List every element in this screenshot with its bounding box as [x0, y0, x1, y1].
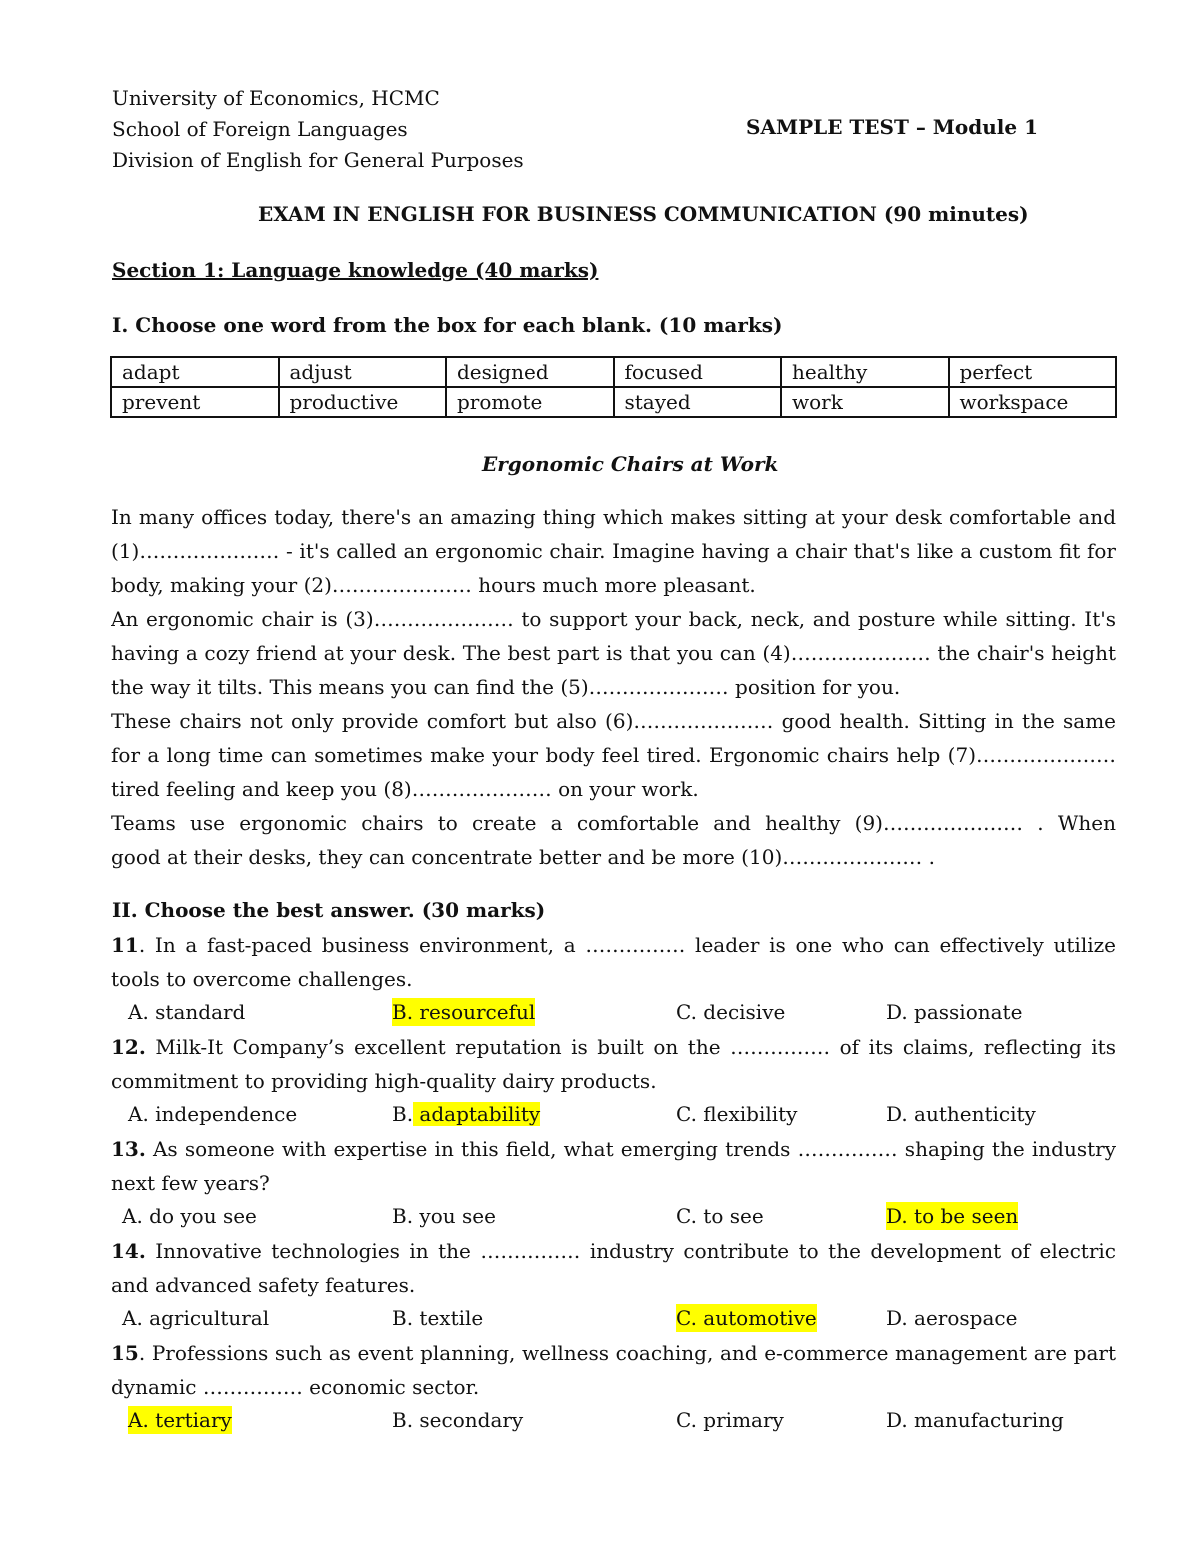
option-d[interactable]: D. authenticity	[886, 1102, 1036, 1126]
question-text: next few years?	[111, 1171, 270, 1195]
option-d[interactable]: D. manufacturing	[886, 1408, 1064, 1432]
option-b-letter: B.	[392, 1102, 414, 1126]
option-b-highlighted-text: adaptability	[413, 1102, 541, 1126]
question-12	[111, 1030, 1116, 1098]
question-number: 13.	[111, 1137, 146, 1161]
question-number: 11	[111, 933, 139, 957]
word-box	[110, 356, 1117, 418]
question-text: Innovative technologies in the …………… industry contribute to the development of electric	[155, 1239, 1116, 1263]
passage-line: These chairs not only provide comfort but also (6)………………… good health. Sitting in the same	[111, 709, 1116, 733]
passage-line: An ergonomic chair is (3)………………… to support your back, neck, and posture while sitting. It's	[111, 607, 1116, 631]
passage-line: body, making your (2)………………… hours much more pleasant.	[111, 573, 756, 597]
passage	[111, 500, 1116, 874]
question-text: . Professions such as event planning, wellness coaching, and e-commerce management are part	[138, 1341, 1116, 1365]
question-text: commitment to providing high-quality dairy products.	[111, 1069, 657, 1093]
option-a-highlighted[interactable]: A. tertiary	[128, 1408, 232, 1432]
option-a[interactable]: A. standard	[128, 1000, 246, 1024]
word-cell: workspace	[949, 387, 1117, 417]
passage-line: good at their desks, they can concentrate better and be more (10)………………… .	[111, 845, 935, 869]
passage-line: Teams use ergonomic chairs to create a comfortable and healthy (9)………………… . When	[111, 811, 1116, 835]
word-cell: designed	[446, 357, 614, 387]
section-1-title: Section 1: Language knowledge (40 marks)	[112, 258, 599, 282]
question-number: 12.	[111, 1035, 146, 1059]
option-b-highlighted[interactable]: B. resourceful	[392, 1000, 536, 1024]
question-text: and advanced safety features.	[111, 1273, 416, 1297]
part-2-title: II. Choose the best answer. (30 marks)	[112, 898, 546, 922]
word-cell: adapt	[111, 357, 279, 387]
option-c-highlighted[interactable]: C. automotive	[676, 1306, 817, 1330]
option-b[interactable]: B. textile	[392, 1306, 484, 1330]
passage-line: (1)………………… - it's called an ergonomic chair. Imagine having a chair that's like a custom fit for	[111, 539, 1116, 563]
school-name: School of Foreign Languages	[112, 117, 408, 141]
question-11	[111, 928, 1116, 996]
question-text: tools to overcome challenges.	[111, 967, 413, 991]
question-text: As someone with expertise in this field, what emerging trends …………… shaping the industry	[152, 1137, 1116, 1161]
university-name: University of Economics, HCMC	[112, 86, 440, 110]
word-cell: work	[781, 387, 949, 417]
word-cell: healthy	[781, 357, 949, 387]
passage-line: for a long time can sometimes make your body feel tired. Ergonomic chairs help (7)…………………	[111, 743, 1116, 767]
question-13	[111, 1132, 1116, 1200]
word-box-row	[111, 387, 1116, 417]
word-cell: stayed	[614, 387, 782, 417]
word-cell: promote	[446, 387, 614, 417]
question-text: . In a fast-paced business environment, a …………… leader is one who can effectively utilize	[138, 933, 1116, 957]
exam-title: EXAM IN ENGLISH FOR BUSINESS COMMUNICATION (90 minutes)	[258, 202, 1029, 226]
option-d[interactable]: D. passionate	[886, 1000, 1023, 1024]
option-a[interactable]: A. independence	[128, 1102, 298, 1126]
test-label: SAMPLE TEST – Module 1	[746, 115, 1038, 139]
word-cell: productive	[279, 387, 447, 417]
question-14	[111, 1234, 1116, 1302]
option-d-highlighted[interactable]: D. to be seen	[886, 1204, 1019, 1228]
question-number: 15	[111, 1341, 139, 1365]
option-c[interactable]: C. primary	[676, 1408, 784, 1432]
word-box-row	[111, 357, 1116, 387]
option-c[interactable]: C. decisive	[676, 1000, 786, 1024]
option-b[interactable]: B. you see	[392, 1204, 496, 1228]
word-cell: perfect	[949, 357, 1117, 387]
question-number: 14.	[111, 1239, 146, 1263]
part-1-title: I. Choose one word from the box for each blank. (10 marks)	[112, 313, 783, 337]
passage-line: having a cozy friend at your desk. The best part is that you can (4)………………… the chair's height	[111, 641, 1116, 665]
passage-title: Ergonomic Chairs at Work	[482, 452, 779, 476]
question-text: Milk-It Company’s excellent reputation is built on the …………… of its claims, reflecting its	[145, 1035, 1116, 1059]
option-a[interactable]: A. do you see	[122, 1204, 257, 1228]
word-cell: adjust	[279, 357, 447, 387]
option-b[interactable]: B. secondary	[392, 1408, 524, 1432]
option-c[interactable]: C. to see	[676, 1204, 764, 1228]
option-c[interactable]: C. flexibility	[676, 1102, 798, 1126]
question-15	[111, 1336, 1116, 1404]
word-cell: focused	[614, 357, 782, 387]
option-b[interactable]	[392, 1100, 540, 1128]
option-a[interactable]: A. agricultural	[122, 1306, 270, 1330]
passage-line: In many offices today, there's an amazing thing which makes sitting at your desk comfortable and	[111, 505, 1116, 529]
word-cell: prevent	[111, 387, 279, 417]
passage-line: the way it tilts. This means you can find the (5)………………… position for you.	[111, 675, 901, 699]
option-d[interactable]: D. aerospace	[886, 1306, 1018, 1330]
question-text: dynamic …………… economic sector.	[111, 1375, 480, 1399]
division-name: Division of English for General Purposes	[112, 148, 524, 172]
passage-line: tired feeling and keep you (8)………………… on your work.	[111, 777, 699, 801]
